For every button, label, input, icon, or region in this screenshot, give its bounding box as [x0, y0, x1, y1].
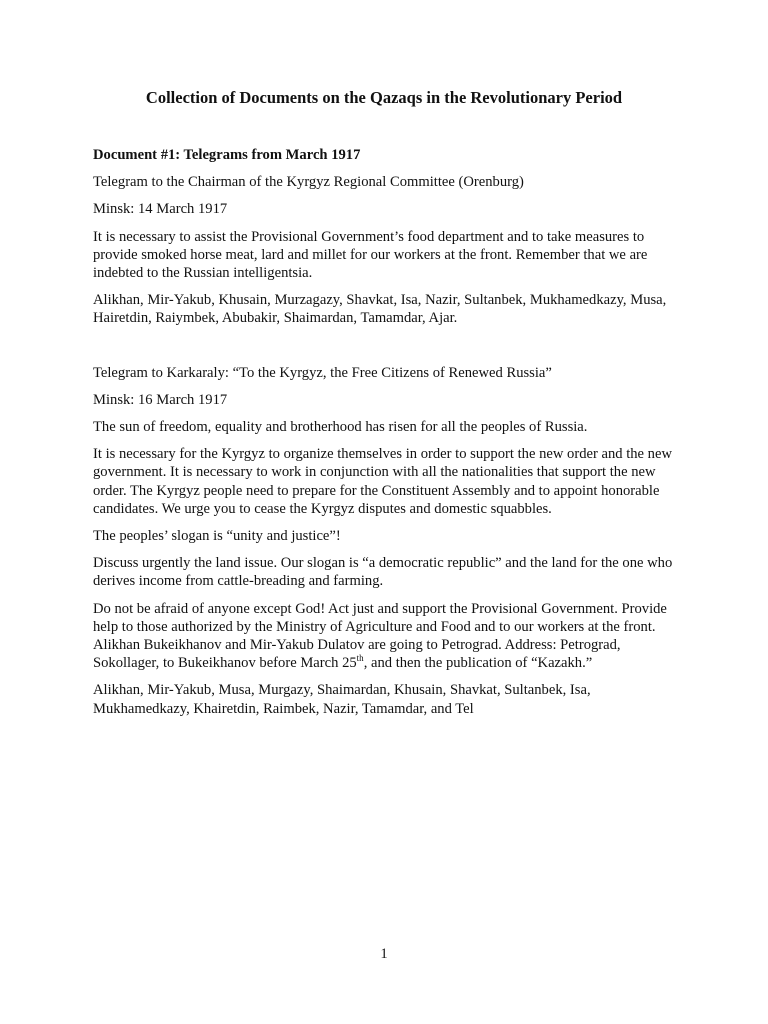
document-body: [93, 146, 683, 727]
telegram-2-header: Telegram to Karkaraly: “To the Kyrgyz, the Free Citizens of Renewed Russia”: [93, 364, 552, 381]
date-ordinal-suffix: th: [356, 653, 364, 664]
section-spacer: [93, 337, 683, 364]
page-number: 1: [380, 946, 388, 962]
page-title: Collection of Documents on the Qazaqs in the Revolutionary Period: [145, 88, 623, 107]
telegram-1-signatories: Alikhan, Mir-Yakub, Khusain, Murzagazy, Shavkat, Isa, Nazir, Sultanbek, Mukhamedkazy, Musa, Hairetdin, Raiymbek, Abubakir, Shaimardan, Tamamdar, Ajar.: [93, 292, 667, 327]
telegram-2-paragraph-2: It is necessary for the Kyrgyz to organize themselves in order to support the new order and the new government. It is necessary to work in conjunction with all the nationalities that support the new order. The Kyrgyz people need to prepare for the Constituent Assembly and to appoint honorable candidates. We urge you to cease the Kyrgyz disputes and domestic squabbles.: [93, 446, 672, 517]
telegram-2-paragraph-4: Discuss urgently the land issue. Our slogan is “a democratic republic” and the land for the one who derives income from cattle-breading and farming.: [93, 555, 673, 590]
telegram-2-paragraph-5: [93, 600, 683, 673]
section-heading: Document #1: Telegrams from March 1917: [93, 147, 361, 163]
telegram-2-paragraph-3: The peoples’ slogan is “unity and justice”!: [93, 528, 341, 545]
paragraph-5-text-start: Do not be afraid of anyone except God! Act just and support the Provisional Government. Provide help to those authorized by the Ministry of Agriculture and Food and to our workers at the front. Alikhan Bukeikhanov and Mir-Yakub Dulatov are going to Petrograd. Address: Petrograd, Sokollager, to Bukeikhanov before March 25: [93, 600, 667, 672]
paragraph-5-text-end: , and then the publication of “Kazakh.”: [363, 655, 593, 672]
telegram-1-header: Telegram to the Chairman of the Kyrgyz Regional Committee (Orenburg): [93, 174, 524, 191]
telegram-2-date: Minsk: 16 March 1917: [93, 391, 228, 408]
telegram-2-paragraph-1: The sun of freedom, equality and brotherhood has risen for all the peoples of Russia.: [93, 419, 588, 436]
telegram-1-date: Minsk: 14 March 1917: [93, 201, 228, 218]
telegram-2-signatories: Alikhan, Mir-Yakub, Musa, Murgazy, Shaimardan, Khusain, Shavkat, Sultanbek, Isa, Mukhamedkazy, Khairetdin, Raimbek, Nazir, Tamamdar, and Tel: [93, 682, 591, 717]
telegram-1-body: It is necessary to assist the Provisional Government’s food department and to take measures to provide smoked horse meat, lard and millet for our workers at the front. Remember that we are indebted to the Russian intelligentsia.: [93, 228, 648, 282]
